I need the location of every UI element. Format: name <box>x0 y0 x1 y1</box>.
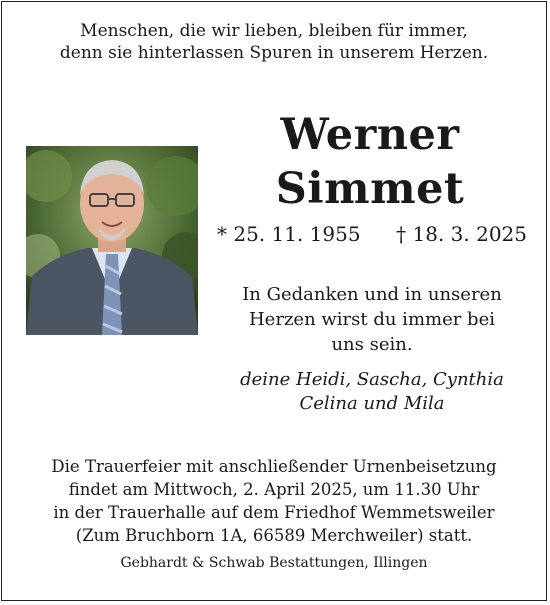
funeral-line: findet am Mittwoch, 2. April 2025, um 11.30 Uhr <box>68 480 480 499</box>
memorial-quote <box>217 282 527 357</box>
funeral-line: in der Trauerhalle auf dem Friedhof Wemmetsweiler <box>53 503 495 522</box>
quote-line: uns sein. <box>331 334 413 355</box>
undertaker-name: Gebhardt & Schwab Bestattungen, Illingen <box>120 555 428 571</box>
quote-line: Herzen wirst du immer bei <box>248 309 495 330</box>
portrait-photo <box>26 146 198 335</box>
signature-line: deine Heidi, Sascha, Cynthia <box>240 369 504 390</box>
motto-line: Menschen, die wir lieben, bleiben für immer, <box>80 21 468 41</box>
quote-line: In Gedanken und in unseren <box>242 284 502 305</box>
death-date: † 18. 3. 2025 <box>396 222 527 246</box>
birth-date: * 25. 11. 1955 <box>217 222 361 246</box>
motto <box>2 20 546 64</box>
funeral-notice <box>2 455 546 547</box>
motto-line: denn sie hinterlassen Spuren in unserem Herzen. <box>59 43 489 63</box>
signature-line: Celina und Mila <box>299 393 445 414</box>
obituary-card <box>1 1 547 601</box>
deceased-name <box>230 108 510 216</box>
funeral-line: (Zum Bruchborn 1A, 66589 Merchweiler) statt. <box>75 526 473 545</box>
first-name: Werner <box>280 110 460 160</box>
family-signature <box>217 368 527 416</box>
last-name: Simmet <box>275 164 465 214</box>
funeral-line: Die Trauerfeier mit anschließender Urnenbeisetzung <box>51 457 497 476</box>
